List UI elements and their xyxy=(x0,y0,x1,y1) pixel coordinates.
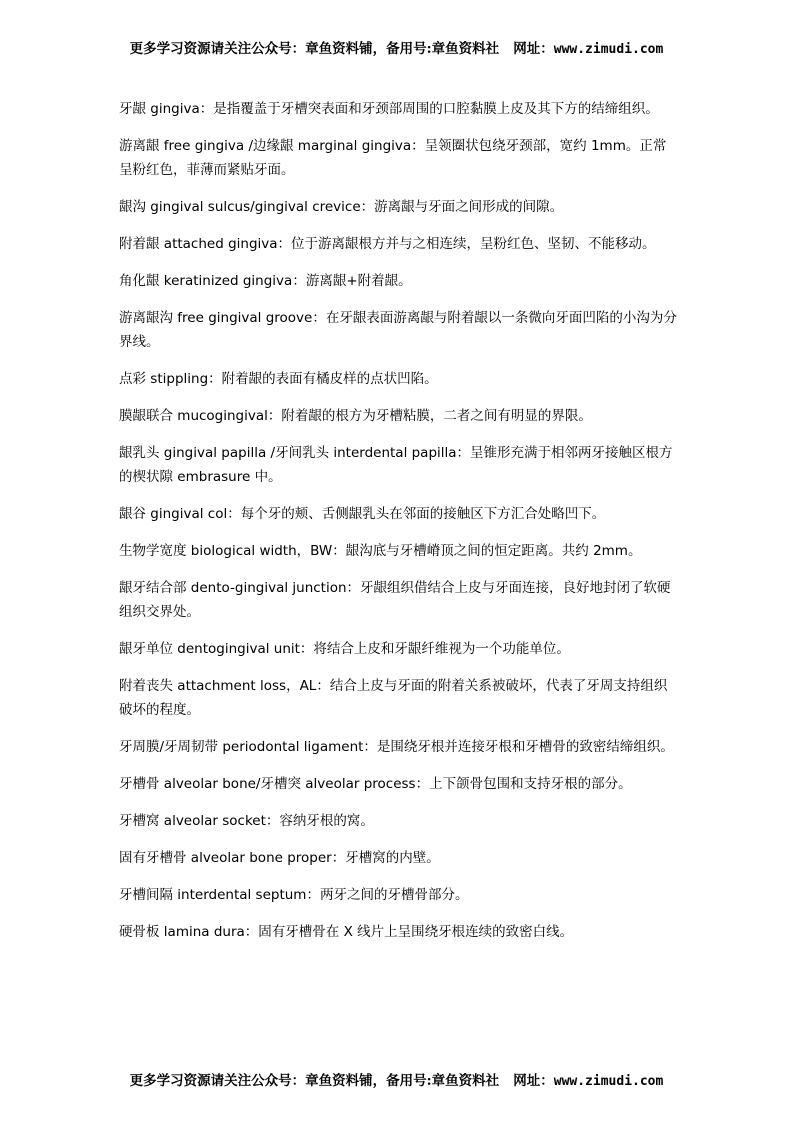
entry-free-gingival-groove: 游离龈沟 free gingival groove：在牙龈表面游离龈与附着龈以一条微向牙面凹陷的小沟为分界线。 xyxy=(119,310,677,350)
entry-gingival-papilla: 龈乳头 gingival papilla /牙间乳头 interdental papilla：呈锥形充满于相邻两牙接触区根方的楔状隙 embrasure 中。 xyxy=(119,445,673,485)
header-url[interactable]: www.zimudi.com xyxy=(553,42,664,57)
entry-alveolar-bone-proper: 固有牙槽骨 alveolar bone proper：牙槽窝的内壁。 xyxy=(119,850,440,866)
page-footer xyxy=(0,1069,793,1089)
entry-periodontal-ligament: 牙周膜/牙周韧带 periodontal ligament：是围绕牙根并连接牙根和牙槽骨的致密结缔组织。 xyxy=(119,739,674,755)
glossary-content xyxy=(119,97,679,957)
entry-mucogingival: 膜龈联合 mucogingival：附着龈的根方为牙槽粘膜，二者之间有明显的界限。 xyxy=(119,408,592,424)
entry-attached-gingiva: 附着龈 attached gingiva：位于游离龈根方并与之相连续，呈粉红色、坚韧、不能移动。 xyxy=(119,236,656,252)
entry-dento-gingival-junction: 龈牙结合部 dento-gingival junction：牙龈组织借结合上皮与牙面连接，良好地封闭了软硬组织交界处。 xyxy=(119,580,671,620)
entry-biological-width: 生物学宽度 biological width，BW：龈沟底与牙槽嵴顶之间的恒定距离。共约 2mm。 xyxy=(119,543,642,559)
entry-free-gingiva: 游离龈 free gingiva /边缘龈 marginal gingiva：呈领圈状包绕牙颈部，宽约 1mm。正常呈粉红色，菲薄而紧贴牙面。 xyxy=(119,138,667,178)
entry-gingival-col: 龈谷 gingival col：每个牙的颊、舌侧龈乳头在邻面的接触区下方汇合处略凹下。 xyxy=(119,506,606,522)
footer-prefix: 更多学习资源请关注公众号：章鱼资料铺，备用号:章鱼资料社 xyxy=(129,1073,500,1089)
entry-gingival-sulcus: 龈沟 gingival sulcus/gingival crevice：游离龈与牙面之间形成的间隙。 xyxy=(119,199,564,215)
entry-alveolar-bone: 牙槽骨 alveolar bone/牙槽突 alveolar process：上下颌骨包围和支持牙根的部分。 xyxy=(119,776,632,792)
page-header xyxy=(0,37,793,57)
entry-attachment-loss: 附着丧失 attachment loss，AL：结合上皮与牙面的附着关系被破坏，代表了牙周支持组织破坏的程度。 xyxy=(119,678,668,718)
entry-interdental-septum: 牙槽间隔 interdental septum：两牙之间的牙槽骨部分。 xyxy=(119,887,469,903)
entry-alveolar-socket: 牙槽窝 alveolar socket：容纳牙根的窝。 xyxy=(119,813,374,829)
header-prefix: 更多学习资源请关注公众号：章鱼资料铺，备用号:章鱼资料社 xyxy=(129,41,500,57)
entry-stippling: 点彩 stippling：附着龈的表面有橘皮样的点状凹陷。 xyxy=(119,371,438,387)
footer-url[interactable]: www.zimudi.com xyxy=(553,1074,664,1089)
entry-gingiva: 牙龈 gingiva：是指覆盖于牙槽突表面和牙颈部周围的口腔黏膜上皮及其下方的结缔组织。 xyxy=(119,101,659,117)
entry-keratinized-gingiva: 角化龈 keratinized gingiva：游离龈+附着龈。 xyxy=(119,273,412,289)
footer-url-label: 网址： xyxy=(513,1073,554,1089)
header-url-label: 网址： xyxy=(513,41,554,57)
entry-lamina-dura: 硬骨板 lamina dura：固有牙槽骨在 X 线片上呈围绕牙根连续的致密白线。 xyxy=(119,924,574,940)
entry-dentogingival-unit: 龈牙单位 dentogingival unit：将结合上皮和牙龈纤维视为一个功能单位。 xyxy=(119,641,570,657)
